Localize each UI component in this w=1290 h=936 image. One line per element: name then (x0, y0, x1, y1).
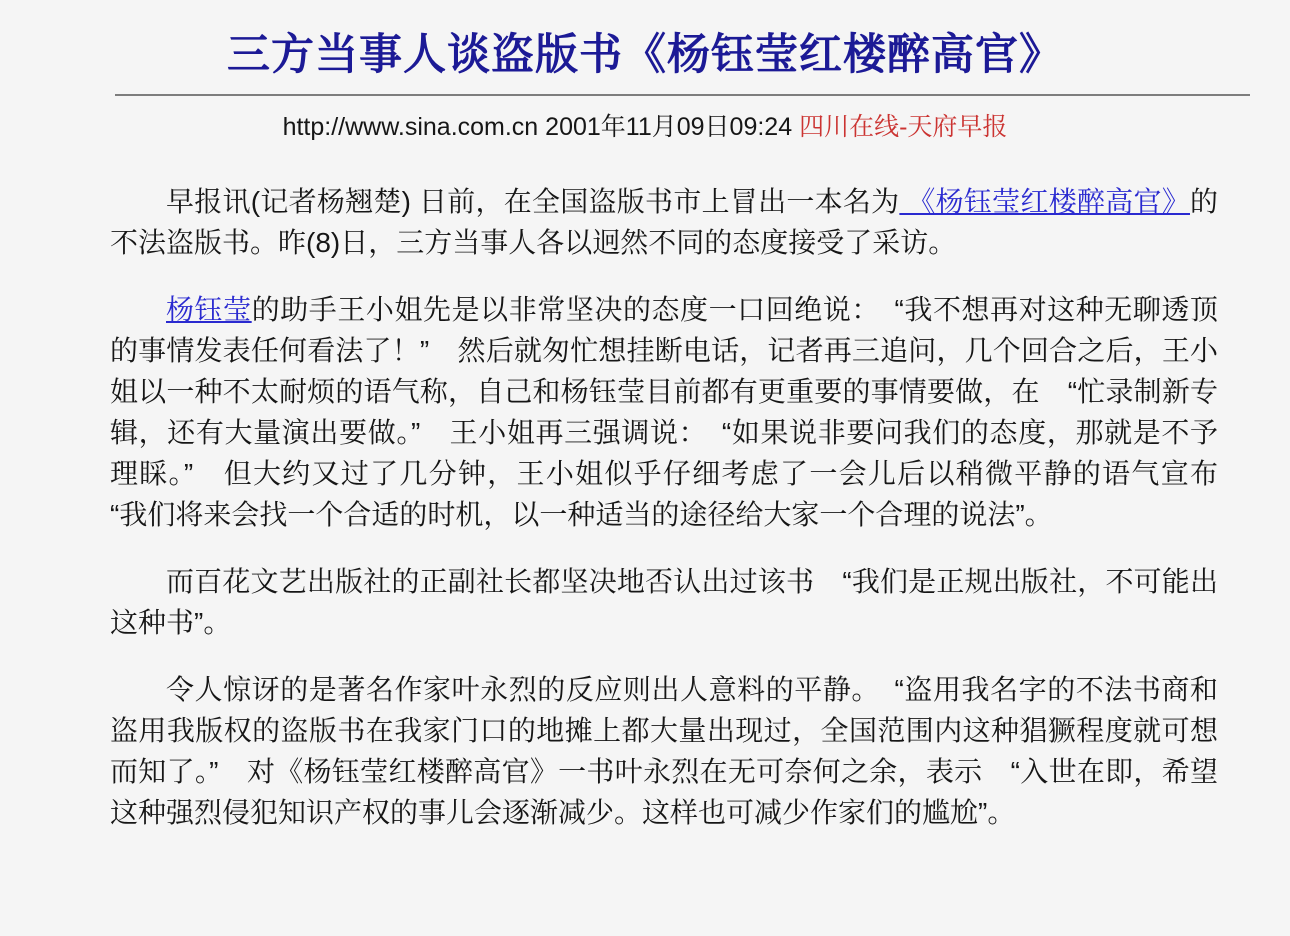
paragraph (110, 289, 1247, 535)
source-name: 四川在线-天府早报 (799, 112, 1008, 141)
paragraph-text: 早报讯(记者杨翘楚) 日前，在全国盗版书市上冒出一本名为 (166, 186, 900, 218)
title-divider (115, 94, 1250, 96)
paragraph (110, 669, 1218, 833)
paragraph-text: 的助手王小姐先是以非常坚决的态度一口回绝说： “我不想再对这种无聊透顶的事情发表任何看法了！” 然后就匆忙想挂断电话，记者再三追问，几个回合之后，王小姐以一种不太耐烦的语气称，自己和杨钰莹目前都有更重要的事情要做，在 “忙录制新专辑，还有大量演出要做。” 王小姐再三强调说： “如果说非要问我们的态度，那就是不予理睬。” 但大约又过了几分钟，王小姐似乎仔细考虑了一会儿后以稍微平静的语气宣布 “我们将来会找一个合适的时机，以一种适当的途径给大家一个合理的说法”。 (110, 294, 1247, 531)
paragraph-text: 令人惊讶的是著名作家叶永烈的反应则出人意料的平静。 “盗用我名字的不法书商和盗用我版权的盗版书在我家门口的地摊上都大量出现过，全国范围内这种猖獗程度就可想而知了。” 对《杨钰莹红楼醉高官》一书叶永烈在无可奈何之余，表示 “入世在即，希望这种强烈侵犯知识产权的事儿会逐渐减少。这样也可减少作家们的尴尬”。 (110, 674, 1218, 829)
article-url-date: http://www.sina.com.cn 2001年11月09日09:24 (282, 112, 793, 141)
yang-yuying-link[interactable]: 杨钰莹 (166, 294, 252, 326)
article-body (110, 181, 1247, 833)
page-title: 三方当事人谈盗版书《杨钰莹红楼醉高官》 (227, 31, 1063, 79)
paragraph (110, 561, 1218, 643)
book-title-link[interactable]: 《杨钰莹红楼醉高官》 (899, 186, 1190, 218)
paragraph-text: 的不法盗版书。昨(8)日，三方当事人各以迥然不同的态度接受了采访。 (110, 186, 1218, 259)
source-line (0, 111, 1290, 144)
paragraph-text: 而百花文艺出版社的正副社长都坚决地否认出过该书 “我们是正规出版社，不可能出这种书”。 (110, 566, 1218, 639)
paragraph (110, 181, 1218, 263)
